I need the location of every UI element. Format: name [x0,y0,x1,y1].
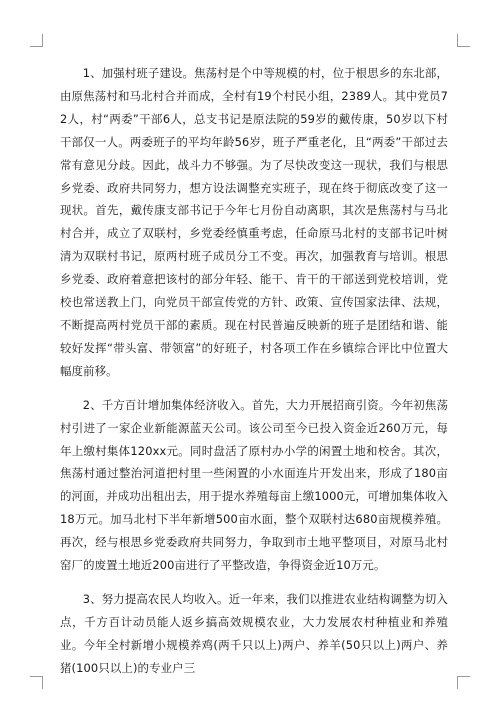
crop-mark-bottom-right [457,676,470,689]
document-page [60,62,448,691]
crop-mark-bottom-left [30,676,43,689]
paragraph-farmer-income: 3、努力提高农民人均收入。近一年来，我们以推进农业结构调整为切入点，千方百计动员能人返乡搞高效规模农业，大力发展农村种植业和养殖业。今年全村新增小规模养鸡(两千只以上)两户、养羊(50只以上)两户、养猪(100只以上)的专业户三 [60,591,448,675]
paragraph-collective-income: 2、千方百计增加集体经济收入。首先，大力开展招商引资。今年初焦荡村引进了一家企业新能源蓝天公司。该公司至今已投入资金近260万元，每年上缴村集体120xx元。同时盘活了原村办小学的闲置土地和校舍。其次，焦荡村通过整治河道把村里一些闲置的小水面连片开发出来，形成了180亩的河面，并成功出租出去，用于提水养殖每亩上缴1000元，可增加集体收入18万元。加马北村下半年新增500亩水面，整个双联村达680亩规模养殖。再次，经与根思乡党委政府共同努力，争取到市土地平整项目，对原马北村窑厂的废置土地近200亩进行了平整改造，争得资金近10万元。 [60,397,448,573]
crop-mark-top-right [457,34,470,47]
paragraph-village-committee: 1、加强村班子建设。焦荡村是个中等规模的村，位于根思乡的东北部，由原焦荡村和马北村合并而成，全村有19个村民小组，2389人。其中党员72人，村“两委”干部6人，总支书记是原法院的59岁的戴传康，50岁以下村干部仅一人。两委班子的平均年龄56岁，班子严重老化，且“两委”干部过去常有意见分歧。因此，战斗力不够强。为了尽快改变这一现状，我们与根思乡党委、政府共同努力，想方设法调整充实班子，现在终于彻底改变了这一现状。首先，戴传康支部书记于今年七月份自动离职，其次是焦荡村与马北村合并，成立了双联村，乡党委经慎重考虑，任命原马北村的支部书记叶树清为双联村书记，原两村班子成员分工不变。再次，加强教育与培训。根思乡党委、政府着意把该村的部分年轻、能干、肯干的干部送到党校培训，党校也常送教上门，向党员干部宣传党的方针、政策、宣传国家法律、法规，不断提高两村党员干部的素质。现在村民普遍反映新的班子是团结和谐、能较好发挥“带头富、带领富”的好班子，村各项工作在乡镇综合评比中位置大幅度前移。 [60,66,448,378]
crop-mark-top-left [30,34,43,47]
